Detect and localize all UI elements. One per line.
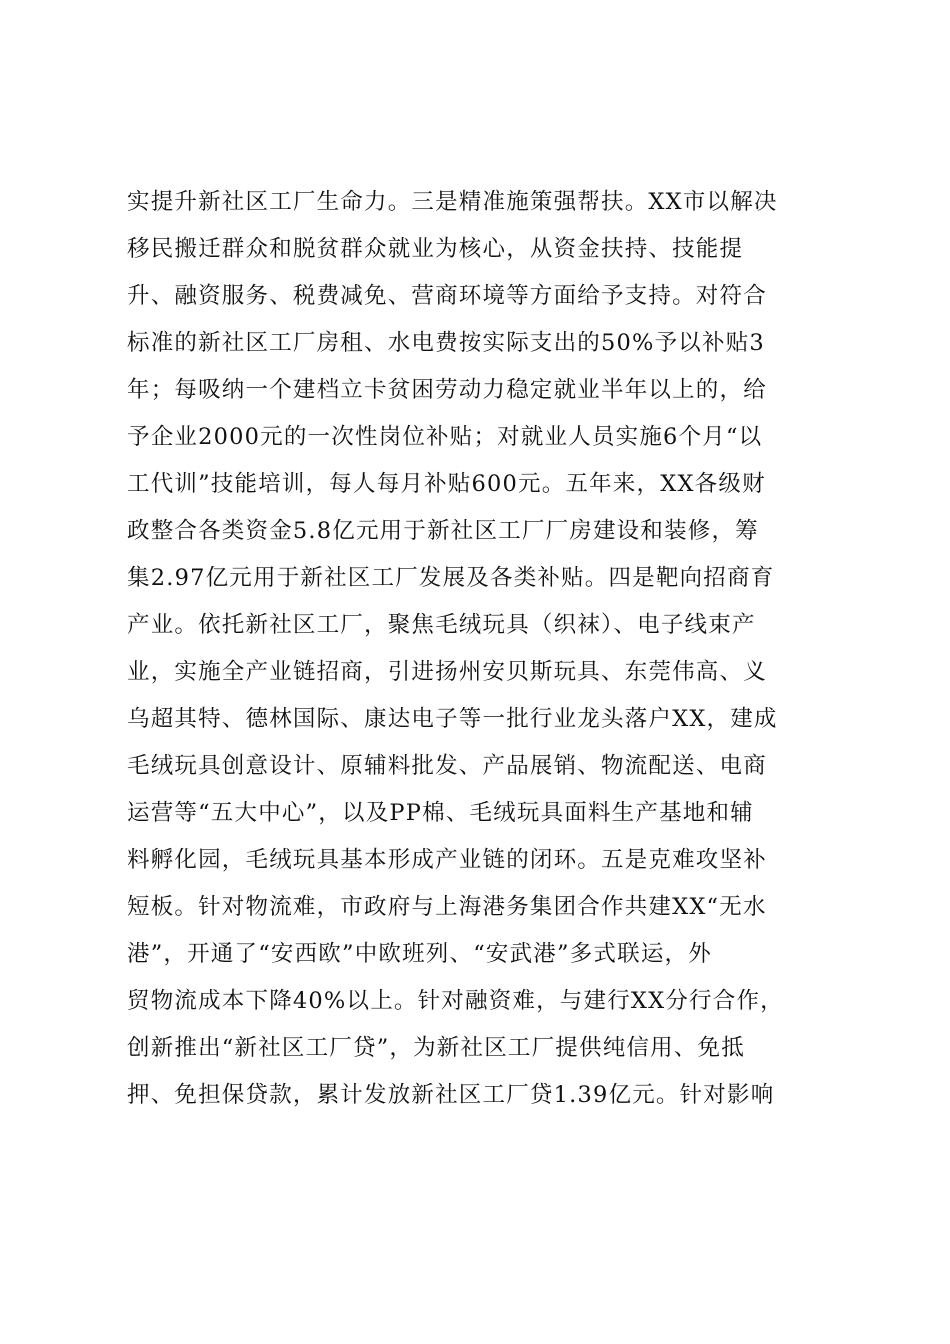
text-line: 实提升新社区工厂生命力。三是精准施策强帮扶。XX市以解决 [127,189,778,215]
body-paragraph [127,189,837,1129]
text-line: 毛绒玩具创意设计、原辅料批发、产品展销、物流配送、电商 [127,753,767,779]
text-line: 创新推出“新社区工厂贷”，为新社区工厂提供纯信用、免抵 [127,1035,745,1061]
text-line: 乌超其特、德林国际、康达电子等一批行业龙头落户XX，建成 [127,706,778,732]
text-line: 予企业2000元的一次性岗位补贴；对就业人员实施6个月“以 [127,424,763,450]
text-line: 年；每吸纳一个建档立卡贫困劳动力稳定就业半年以上的，给 [127,377,767,403]
text-line: 贸物流成本下降40%以上。针对融资难，与建行XX分行合作， [127,988,784,1014]
text-line: 押、免担保贷款，累计发放新社区工厂贷1.39亿元。针对影响 [127,1082,775,1108]
text-line: 标准的新社区工厂房租、水电费按实际支出的50%予以补贴3 [127,330,765,356]
text-line: 港”，开通了“安西欧”中欧班列、“安武港”多式联运，外 [127,941,712,967]
text-line: 工代训”技能培训，每人每月补贴600元。五年来，XX各级财 [127,471,766,497]
text-line: 料孵化园，毛绒玩具基本形成产业链的闭环。五是克难攻坚补 [127,847,767,873]
text-line: 升、融资服务、税费减免、营商环境等方面给予支持。对符合 [127,283,767,309]
text-line: 移民搬迁群众和脱贫群众就业为核心，从资金扶持、技能提 [127,236,744,262]
text-line: 短板。针对物流难，市政府与上海港务集团合作共建XX“无水 [127,894,767,920]
text-line: 政整合各类资金5.8亿元用于新社区工厂厂房建设和装修，筹 [127,518,759,544]
text-line: 集2.97亿元用于新社区工厂发展及各类补贴。四是靶向招商育 [127,565,775,591]
text-line: 产业。依托新社区工厂，聚焦毛绒玩具（织袜）、电子线束产 [127,612,756,638]
text-line: 运营等“五大中心”，以及PP棉、毛绒玩具面料生产基地和辅 [127,800,754,826]
text-line: 业，实施全产业链招商，引进扬州安贝斯玩具、东莞伟高、义 [127,659,767,685]
